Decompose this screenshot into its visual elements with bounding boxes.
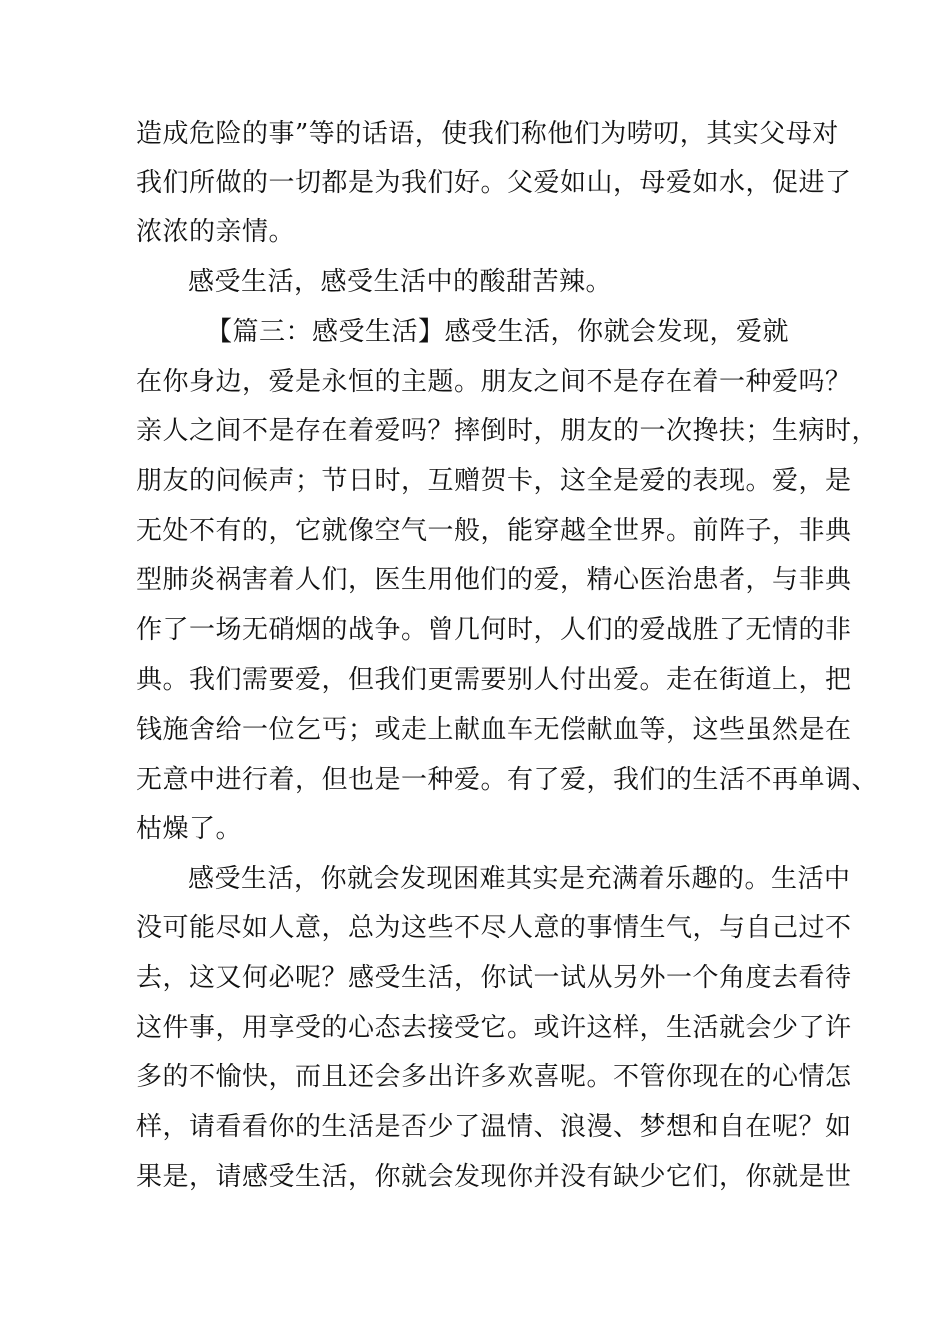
text-line: 在你身边，爱是永恒的主题。朋友之间不是存在着一种爱吗？	[136, 367, 852, 397]
text-line: 样，请看看你的生活是否少了温情、浪漫、梦想和自在呢？如	[136, 1112, 852, 1142]
text-line: 无意中进行着，但也是一种爱。有了爱，我们的生活不再单调、	[136, 765, 879, 795]
text-line: 朋友的问候声；节日时，互赠贺卡，这全是爱的表现。爱，是	[136, 466, 852, 496]
text-line: 作了一场无硝烟的战争。曾几何时，人们的爱战胜了无情的非	[136, 615, 852, 645]
text-line: 亲人之间不是存在着爱吗？摔倒时，朋友的一次搀扶；生病时，	[136, 416, 879, 446]
text-line: 没可能尽如人意，总为这些不尽人意的事情生气，与自己过不	[136, 913, 852, 943]
section-heading-line: 【篇三：感受生活】感受生活，你就会发现，爱就	[206, 317, 790, 347]
text-line: 感受生活，感受生活中的酸甜苦辣。	[188, 267, 613, 297]
text-line: 型肺炎祸害着人们，医生用他们的爱，精心医治患者，与非典	[136, 565, 852, 595]
text-line: 典。我们需要爱，但我们更需要别人付出爱。走在街道上，把	[136, 665, 852, 695]
text-line: 去，这又何必呢？感受生活，你试一试从另外一个角度去看待	[136, 963, 852, 993]
text-line: 我们所做的一切都是为我们好。父爱如山，母爱如水，促进了	[136, 168, 852, 198]
text-line: 无处不有的，它就像空气一般，能穿越全世界。前阵子，非典	[136, 516, 852, 546]
text-line: 钱施舍给一位乞丐；或走上献血车无偿献血等，这些虽然是在	[136, 715, 852, 745]
text-line: 枯燥了。	[136, 814, 243, 844]
text-line: 感受生活，你就会发现困难其实是充满着乐趣的。生活中	[188, 864, 851, 894]
text-line: 多的不愉快，而且还会多出许多欢喜呢。不管你现在的心情怎	[136, 1062, 852, 1092]
text-line: 造成危险的事”等的话语，使我们称他们为唠叨，其实父母对	[136, 119, 839, 149]
text-line: 这件事，用享受的心态去接受它。或许这样，生活就会少了许	[136, 1013, 852, 1043]
text-line: 果是，请感受生活，你就会发现你并没有缺少它们，你就是世	[136, 1162, 852, 1192]
text-line: 浓浓的亲情。	[136, 217, 296, 247]
